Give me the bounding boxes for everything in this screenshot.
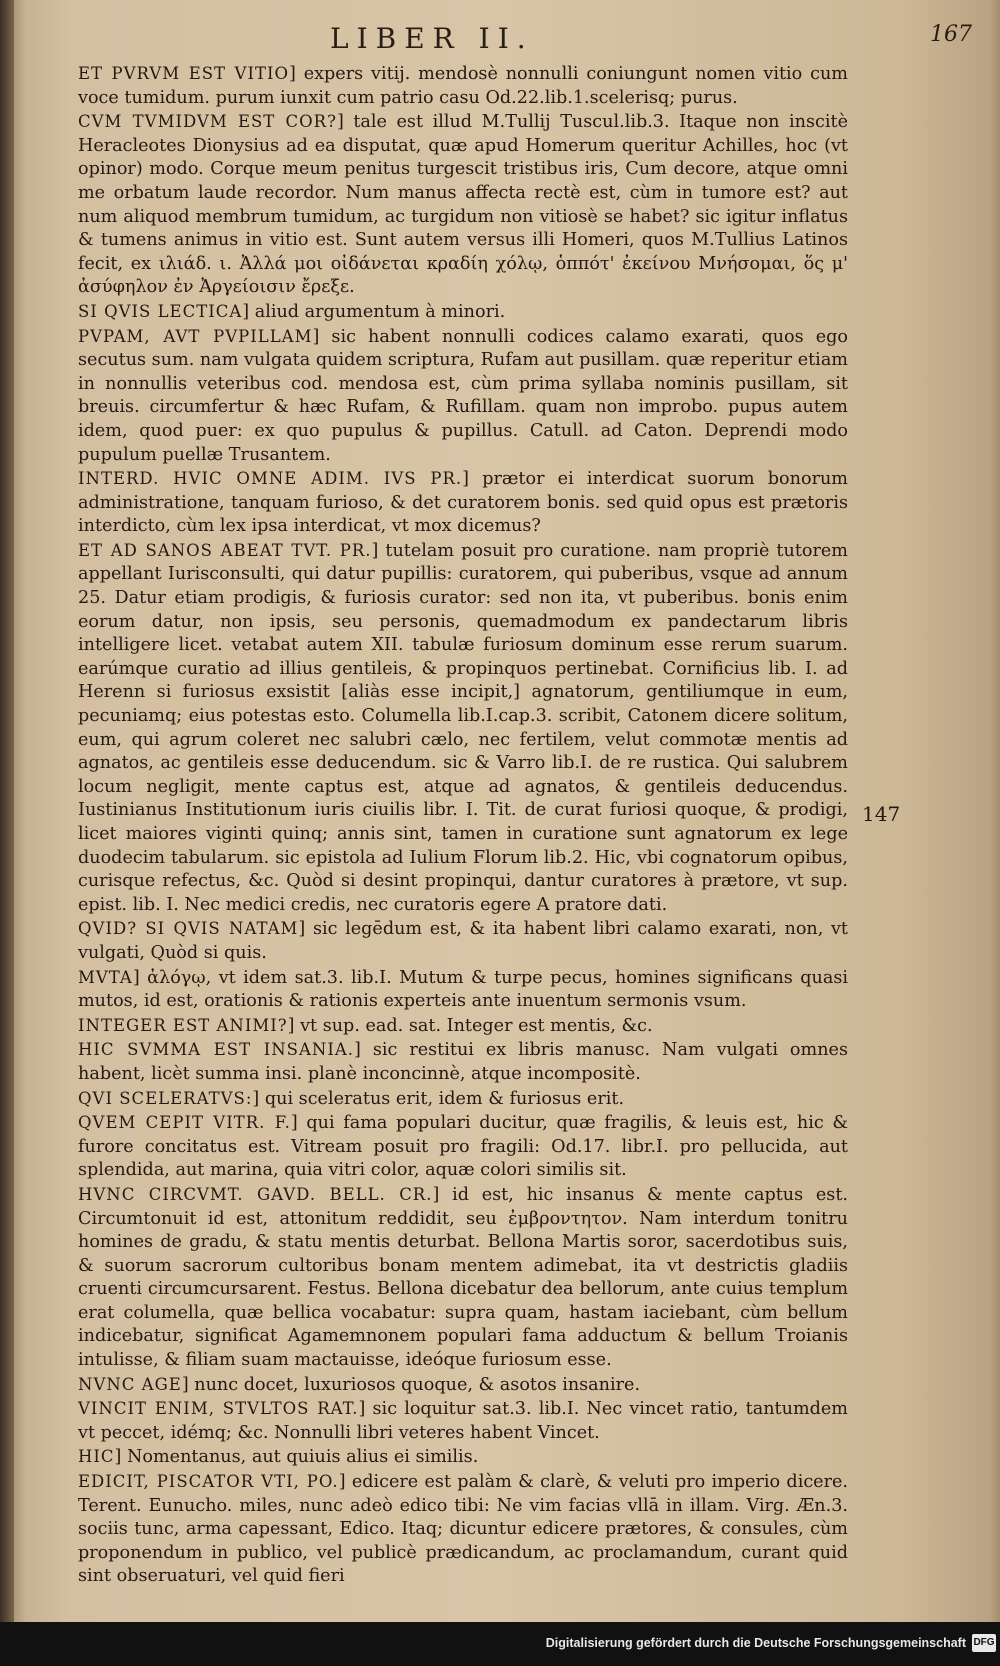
lemma: HIC — [78, 1447, 115, 1467]
commentary-paragraph — [78, 1038, 848, 1086]
commentary-body: ] sic legēdum est, & ita habent libri calamo exarati, non, vt vulgati, Quòd si quis. — [78, 919, 848, 963]
commentary-paragraph — [78, 1014, 848, 1039]
lemma: SI QVIS LECTICA — [78, 301, 243, 321]
commentary-body: ] qui sceleratus erit, idem & furiosus erit. — [252, 1088, 625, 1109]
commentary-paragraph — [78, 966, 848, 1014]
lemma: MVTA — [78, 967, 133, 987]
digitization-credit: Digitalisierung gefördert durch die Deutsche Forschungsgemeinschaft — [545, 1636, 966, 1650]
lemma: QVEM CEPIT VITR. F. — [78, 1113, 291, 1133]
commentary-paragraph — [78, 1087, 848, 1112]
dfg-logo-icon: DFG — [972, 1634, 996, 1652]
commentary-paragraph — [78, 300, 848, 325]
commentary-paragraph — [78, 325, 848, 468]
commentary-paragraph — [78, 1445, 848, 1470]
commentary-paragraph — [78, 1111, 848, 1183]
running-head: LIBER II. — [330, 22, 534, 55]
lemma: QVI SCELERATVS: — [78, 1088, 253, 1108]
lemma: EDICIT, PISCATOR VTI, PO. — [78, 1472, 339, 1492]
commentary-body: ] tutelam posuit pro curatione. nam propriè tutorem appellant Iurisconsulti, qui datur pupillis: curatorem, qui puberibus, vsque ad annum 25. Datur etiam prodigis, & furiosis curator: sed non ita, vt puberibus. bonis enim eorum datur, non ipsis, seu personis, quemadmodum ex pandectarum libris intelligere licet. vetabat autem XII. tabulæ furiosum dominum esse rerum suarum. earúmque curatio ad illius gentileis, & propinquos pertinebat. Cornificius lib. I. ad Herenn si furiosus exsistit [aliàs esse incipit,] agnatorum, gentiliumque in eum, pecuniamq; eius potestas esto. Columella lib.I.cap.3. scribit, Catonem dicere solitum, eum, qui agrum coleret nec salubri cælo, nec fertilem, velut commotæ mentis ad agnatos, ac gentileis esse deducendum. sic & Varro lib.I. de re rustica. Qui salubrem locum negligit, mente captus est, atque ad agnatos, & gentileis deducendus. Iustinianus Institutionum iuris ciuilis libr. I. Tit. de curat furiosi quoque, & prodigi, licet maiores viginti quinq; annis sint, tamen in curatione sunt agnatorum ex lege duodecim tabularum. sic epistola ad Iulium Florum lib.2. Hic, vbi cognatorum opibus, curisque refectus, &c. Quòd si desint propinqui, dantur curatores à prætore, vt sup. epist. lib. I. Nec medici credis, nec curatoris egere A pratore dati. — [78, 540, 848, 915]
commentary-body: ] qui fama populari ducitur, quæ fragilis, & leuis est, hic & furore concitatus est. Vitream posuit pro fragili: Od.17. libr.I. pro pellucida, aut splendida, aut marina, quia vitri color, aquæ colori similis sit. — [78, 1113, 848, 1181]
lemma: HVNC CIRCVMT. GAVD. BELL. CR. — [78, 1184, 433, 1204]
commentary-text — [78, 62, 848, 1589]
book-spine-shadow — [0, 0, 14, 1622]
page-header — [0, 20, 1000, 60]
commentary-body: ] expers vitij. mendosè nonnulli coniungunt nomen vitio cum voce tumidum. purum iunxit cum patrio casu Od.22.lib.1.scelerisq; purus. — [78, 64, 848, 108]
footer-bar — [0, 1622, 1000, 1666]
margin-note: 147 — [862, 802, 901, 826]
lemma: INTEGER EST ANIMI? — [78, 1015, 288, 1035]
lemma: ET PVRVM EST VITIO — [78, 64, 290, 83]
commentary-body: ] vt sup. ead. sat. Integer est mentis, &c. — [287, 1015, 653, 1036]
commentary-body: ] prætor ei interdicat suorum bonorum administratione, tanquam furioso, & det curatorem bonis. sed quid opus est prætoris interdicto, cùm lex ipsa interdicat, vt mox dicemus? — [78, 469, 848, 537]
commentary-paragraph — [78, 1470, 848, 1589]
commentary-paragraph — [78, 467, 848, 539]
commentary-body: ] id est, hic insanus & mente captus est. Circumtonuit id est, attonitum reddidit, seu ἐμβροντητον. Nam interdum tonitru homines de gradu, & statu mentis deturbat. Bellona Martis soror, sacerdotibus suis, & suorum sacrorum cultoribus bonam mentem adimebat, ita vt destrictis gladiis cruenti circumcursarent. Festus. Bellona dicebatur dea bellorum, ante cuius templum erat columella, quæ bellica vocabatur: supra quam, hastam iaciebant, cùm bellum indicebatur, significat Agamemnonem populari fama adductum & bellum Troianis intulisse, & filiam suam mactauisse, ideóque furiosum esse. — [78, 1184, 848, 1371]
lemma: CVM TVMIDVM EST COR? — [78, 112, 337, 132]
commentary-paragraph — [78, 539, 848, 918]
lemma: VINCIT ENIM, STVLTOS RAT. — [78, 1399, 359, 1419]
lemma: NVNC AGE — [78, 1374, 182, 1394]
page-number: 167 — [930, 22, 972, 47]
commentary-body: ] aliud argumentum à minori. — [242, 301, 506, 322]
commentary-body: ] sic habent nonnulli codices calamo exarati, quos ego secutus sum. nam vulgata quidem scriptura, Rufam aut pusillam. quæ reperitur etiam in nonnullis veteribus cod. mendosa est, cùm prima syllaba nominis pusillam, sit breuis. circumfertur & hæc Rufam, & Rufillam. quam non improbo. pupus autem idem, quod puer: ex quo pupulus & pupillus. Catull. ad Caton. Deprendi modo pupulum puellæ Trusantem. — [78, 326, 849, 465]
commentary-body: ] edicere est palàm & clarè, & veluti pro imperio dicere. Terent. Eunucho. miles, nunc adeò edico tibi: Ne vim facias vllā in illam. Virg. Æn.3. sociis tunc, arma capessant, Edico. Itaq; dicuntur edicere prætores, & consules, cùm proponendum in publico, vel publicè prædicandum, ac proclamandum, curant quid sint obseruaturi, vel quid fieri — [78, 1472, 848, 1587]
commentary-paragraph — [78, 1183, 848, 1373]
commentary-paragraph — [78, 110, 848, 300]
commentary-body: ] nunc docet, luxuriosos quoque, & asotos insanire. — [181, 1374, 641, 1395]
lemma: QVID? SI QVIS NATAM — [78, 919, 299, 939]
lemma: HIC SVMMA EST INSANIA. — [78, 1040, 354, 1060]
commentary-body: ] sic restitui ex libris manusc. Nam vulgati omnes habent, licèt summa insi. planè inconcinnè, atque incompositè. — [78, 1040, 848, 1084]
commentary-body: ] sic loquitur sat.3. lib.I. Nec vincet ratio, tantumdem vt peccet, idémq; &c. Nonnulli libri veteres habent Vincet. — [78, 1399, 848, 1443]
commentary-paragraph — [78, 1373, 848, 1398]
commentary-paragraph — [78, 62, 848, 110]
lemma: ET AD SANOS ABEAT TVT. PR. — [78, 540, 372, 560]
lemma: PVPAM, AVT PVPILLAM — [78, 326, 313, 346]
commentary-body: ] tale est illud M.Tullij Tuscul.lib.3. Itaque non inscitè Heracleotes Dionysius ad ea disputat, quæ apud Homerum queritur Achilles, hoc (vt opinor) modo. Corque meum penitus turgescit tristibus iris, Cum decore, atque omni me orbatum laude recordor. Num manus affecta rectè est, cùm in tumore est? aut num aliquod membrum tumidum, ac turgidum non vitiosè se habet? sic igitur inflatus & tumens animus in vitio est. Sunt autem versus illi Homeri, quos M.Tullius Latinos fecit, ex ιλιάδ. ι. Ἀλλά μοι οἰδάνεται κραδίη χόλῳ, ὁππότ' ἐκείνου Μνήσομαι, ὅς μ' ἀσύφηλον ἐν Ἀργείοισιν ἔρεξε. — [78, 112, 848, 298]
commentary-paragraph — [78, 1397, 848, 1445]
commentary-body: ] Nomentanus, aut quiuis alius ei similis. — [114, 1447, 479, 1468]
commentary-body: ] ἀλόγῳ, vt idem sat.3. lib.I. Mutum & turpe pecus, homines significans quasi mutos, id est, orationis & rationis experteis ante inuentum sermonis vsum. — [78, 967, 848, 1012]
commentary-paragraph — [78, 917, 848, 965]
lemma: INTERD. HVIC OMNE ADIM. IVS PR. — [78, 469, 463, 489]
